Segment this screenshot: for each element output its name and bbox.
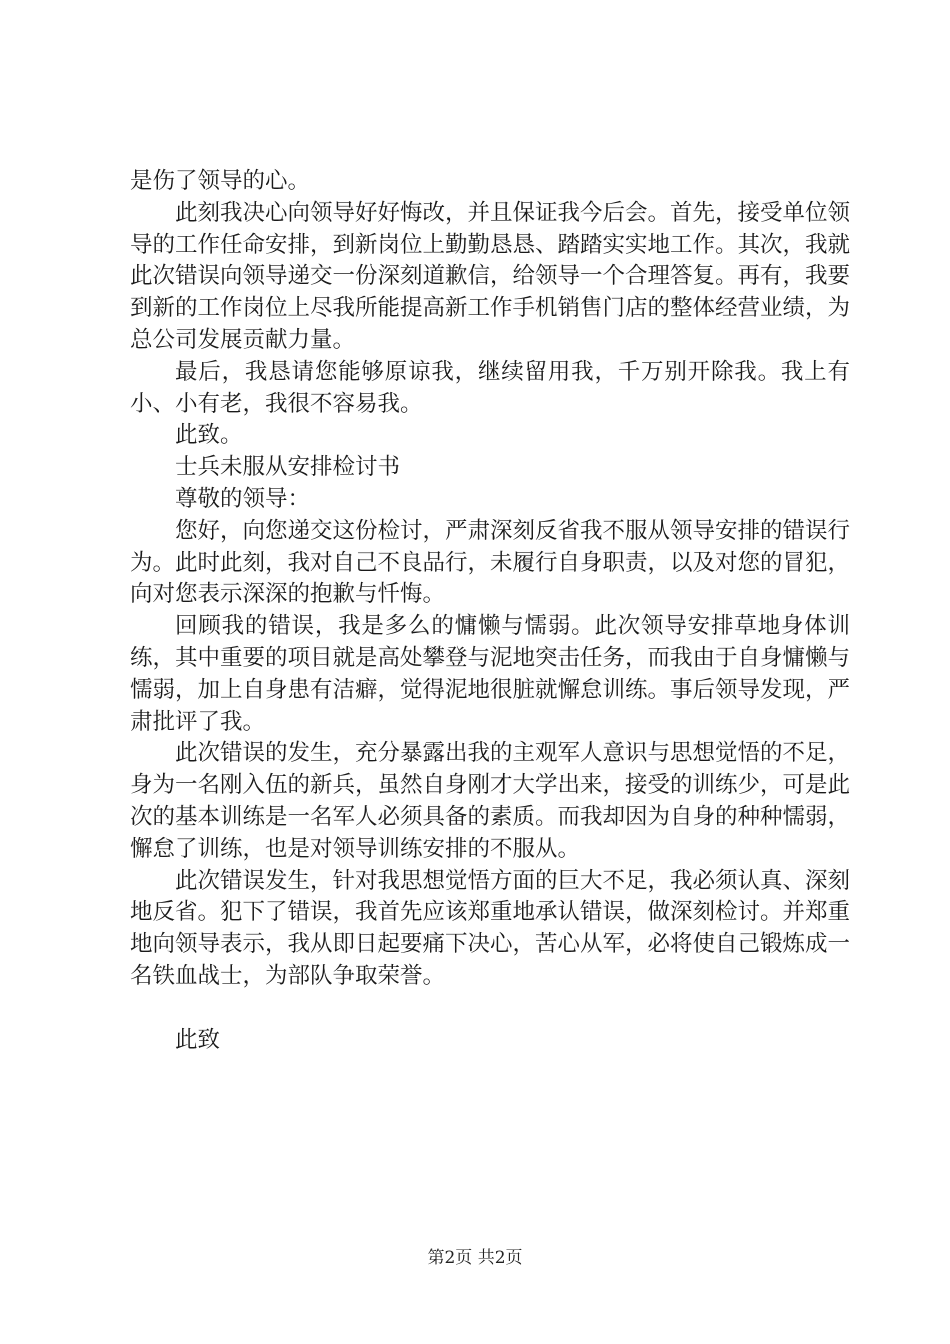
paragraph-opening: 您好，向您递交这份检讨，严肃深刻反省我不服从领导安排的错误行为。此时此刻，我对自己不良品行，未履行自身职责，以及对您的冒犯，向对您表示深深的抱歉与忏悔。 xyxy=(130,517,851,608)
page-indicator: 第2页 共2页 xyxy=(427,1248,523,1268)
closing-salutation: 此致。 xyxy=(175,422,243,449)
section-title: 士兵未服从安排检讨书 xyxy=(175,454,401,481)
paragraph-continuation: 是伤了领导的心。 xyxy=(130,168,311,194)
paragraph-resolution: 此刻我决心向领导好好悔改，并且保证我今后会。首先，接受单位领导的工作任命安排，到新岗位上勤勤恳恳、踏踏实实地工作。其次，我就此次错误向领导递交一份深刻道歉信，给领导一个合理答复。再有，我要到新的工作岗位上尽我所能提高新工作手机销售门店的整体经营业绩，为总公司发展贡献力量。 xyxy=(130,199,851,353)
paragraph-analysis: 此次错误的发生，充分暴露出我的主观军人意识与思想觉悟的不足，身为一名刚入伍的新兵，虽然自身刚才大学出来，接受的训练少，可是此次的基本训练是一名军人必须具备的素质。而我却因为自身的种种懦弱，懈怠了训练，也是对领导训练安排的不服从。 xyxy=(130,740,851,862)
page-footer xyxy=(0,1243,950,1268)
document-body xyxy=(130,166,850,1056)
paragraph-review: 回顾我的错误，我是多么的慵懒与懦弱。此次领导安排草地身体训练，其中重要的项目就是高处攀登与泥地突击任务，而我由于自身慵懒与懦弱，加上自身患有洁癖，觉得泥地很脏就懈怠训练。事后领导发现，严肃批评了我。 xyxy=(130,613,851,735)
paragraph-commitment: 此次错误发生，针对我思想觉悟方面的巨大不足，我必须认真、深刻地反省。犯下了错误，我首先应该郑重地承认错误，做深刻检讨。并郑重地向领导表示，我从即日起要痛下决心，苦心从军，必将使自己锻炼成一名铁血战士，为部队争取荣誉。 xyxy=(130,867,851,989)
final-salutation: 此致 xyxy=(175,1026,221,1053)
paragraph-plea: 最后，我恳请您能够原谅我，继续留用我，千万别开除我。我上有小、小有老，我很不容易我。 xyxy=(130,358,850,417)
greeting: 尊敬的领导： xyxy=(175,485,311,512)
